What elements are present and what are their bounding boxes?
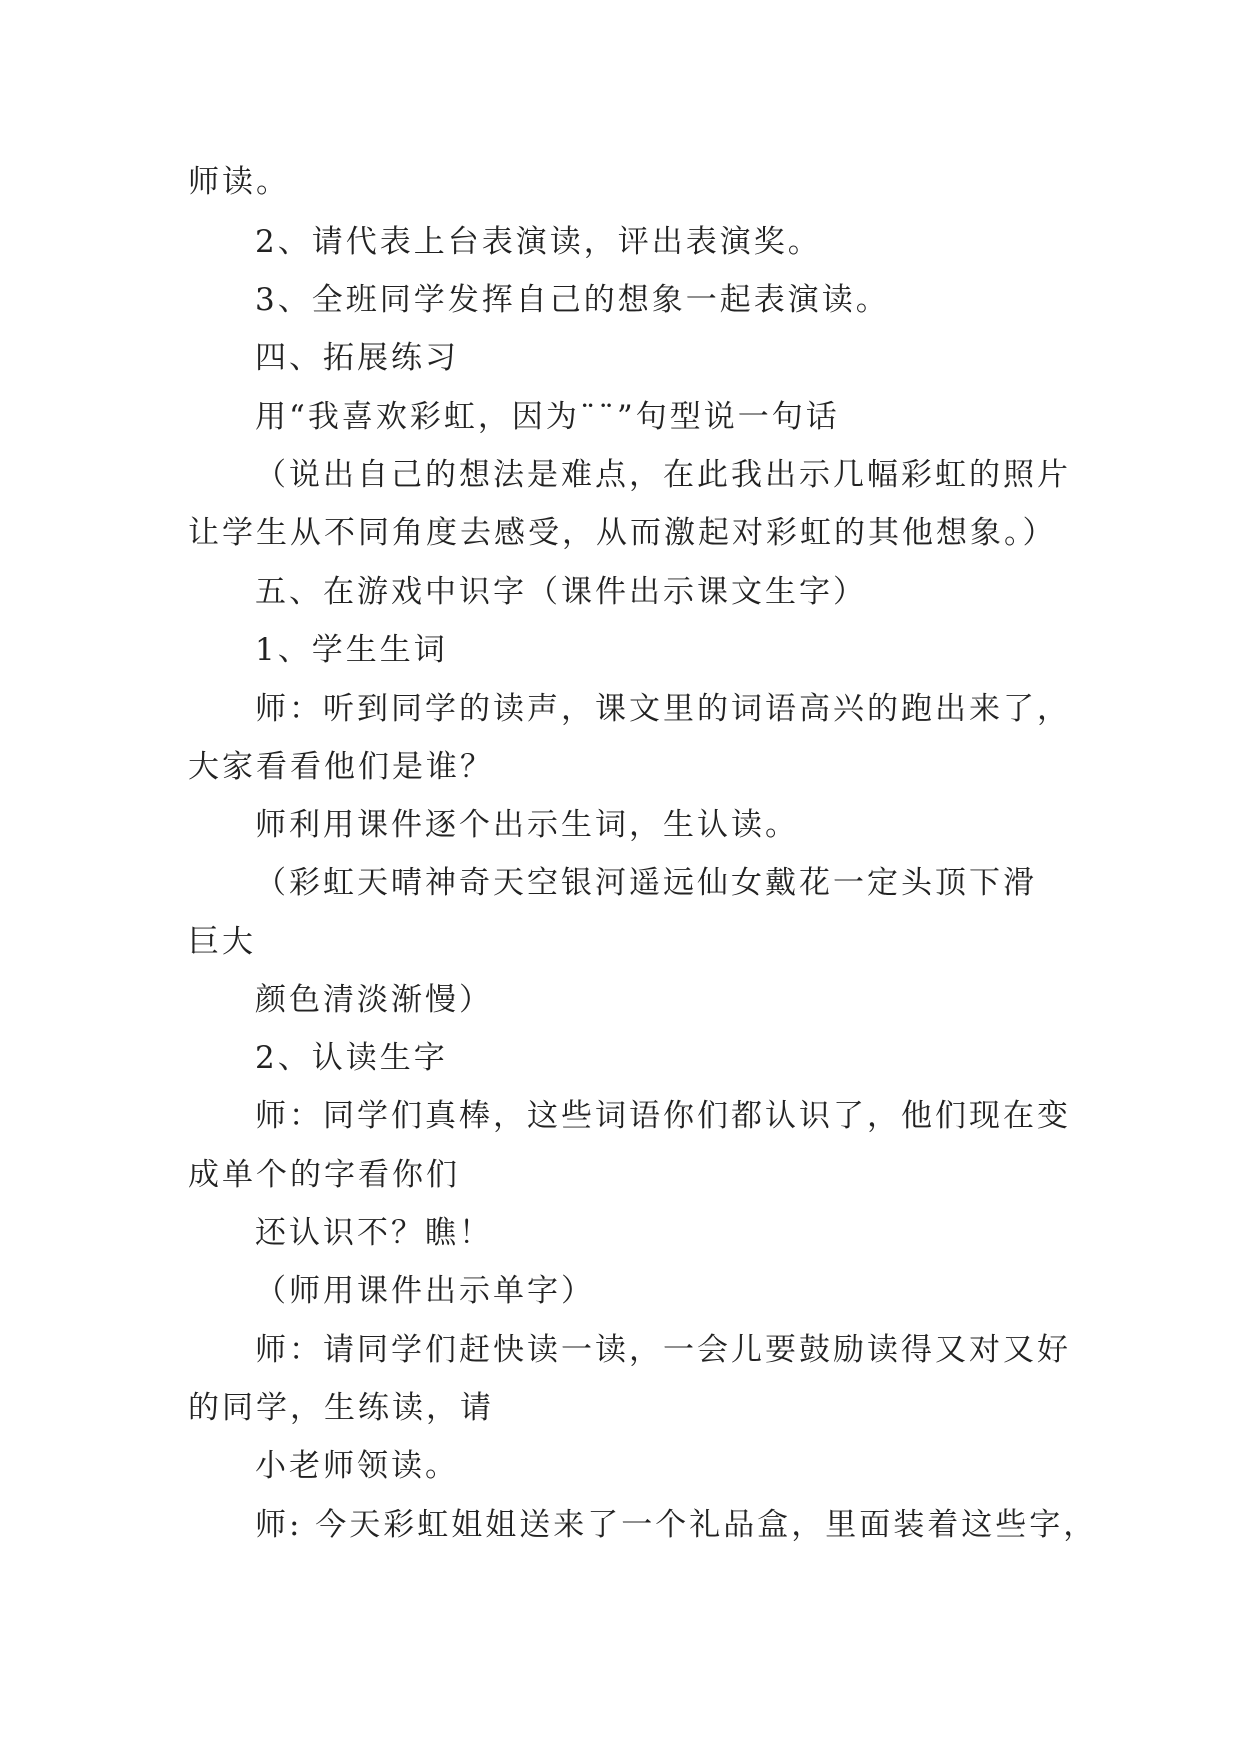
text-line-21: 师：请同学们赶快读一读，一会儿要鼓励读得又对又好	[255, 1332, 1071, 1368]
text-line-6: （说出自己的想法是难点，在此我出示几幅彩虹的照片	[255, 457, 1071, 493]
section-heading-5: 五、在游戏中识字（课件出示课文生字）	[255, 574, 867, 610]
section-heading-4: 四、拓展练习	[255, 340, 459, 376]
text-line-5: 用“我喜欢彩虹，因为¨¨”句型说一句话	[255, 399, 840, 435]
text-line-22: 的同学，生练读，请	[188, 1390, 494, 1426]
text-line-15: 颜色清淡渐慢）	[255, 982, 493, 1018]
text-line-14: 巨大	[188, 924, 256, 960]
text-line-7: 让学生从不同角度去感受，从而激起对彩虹的其他想象。）	[188, 515, 1057, 551]
text-line-23: 小老师领读。	[255, 1448, 459, 1484]
text-line-13: （彩虹天晴神奇天空银河遥远仙女戴花一定头顶下滑	[255, 865, 1037, 901]
text-line-2: 2、请代表上台表演读，评出表演奖。	[255, 224, 822, 260]
text-line-10: 师：听到同学的读声，课文里的词语高兴的跑出来了，	[255, 691, 1071, 727]
text-line-9: 1、学生生词	[255, 632, 448, 668]
text-line-3: 3、全班同学发挥自己的想象一起表演读。	[255, 282, 890, 318]
text-line-17: 师：同学们真棒，这些词语你们都认识了，他们现在变	[255, 1098, 1071, 1134]
text-line-16: 2、认读生字	[255, 1040, 448, 1076]
text-line-1: 师读。	[188, 164, 290, 200]
text-line-19: 还认识不？瞧！	[255, 1215, 493, 1251]
text-line-12: 师利用课件逐个出示生词，生认读。	[255, 807, 799, 843]
text-line-20: （师用课件出示单字）	[255, 1273, 595, 1309]
text-line-24: 师: 今天彩虹姐姐送来了一个礼品盒，里面装着这些字，	[255, 1507, 1098, 1543]
text-line-18: 成单个的字看你们	[188, 1157, 460, 1193]
text-line-11: 大家看看他们是谁？	[188, 749, 494, 785]
